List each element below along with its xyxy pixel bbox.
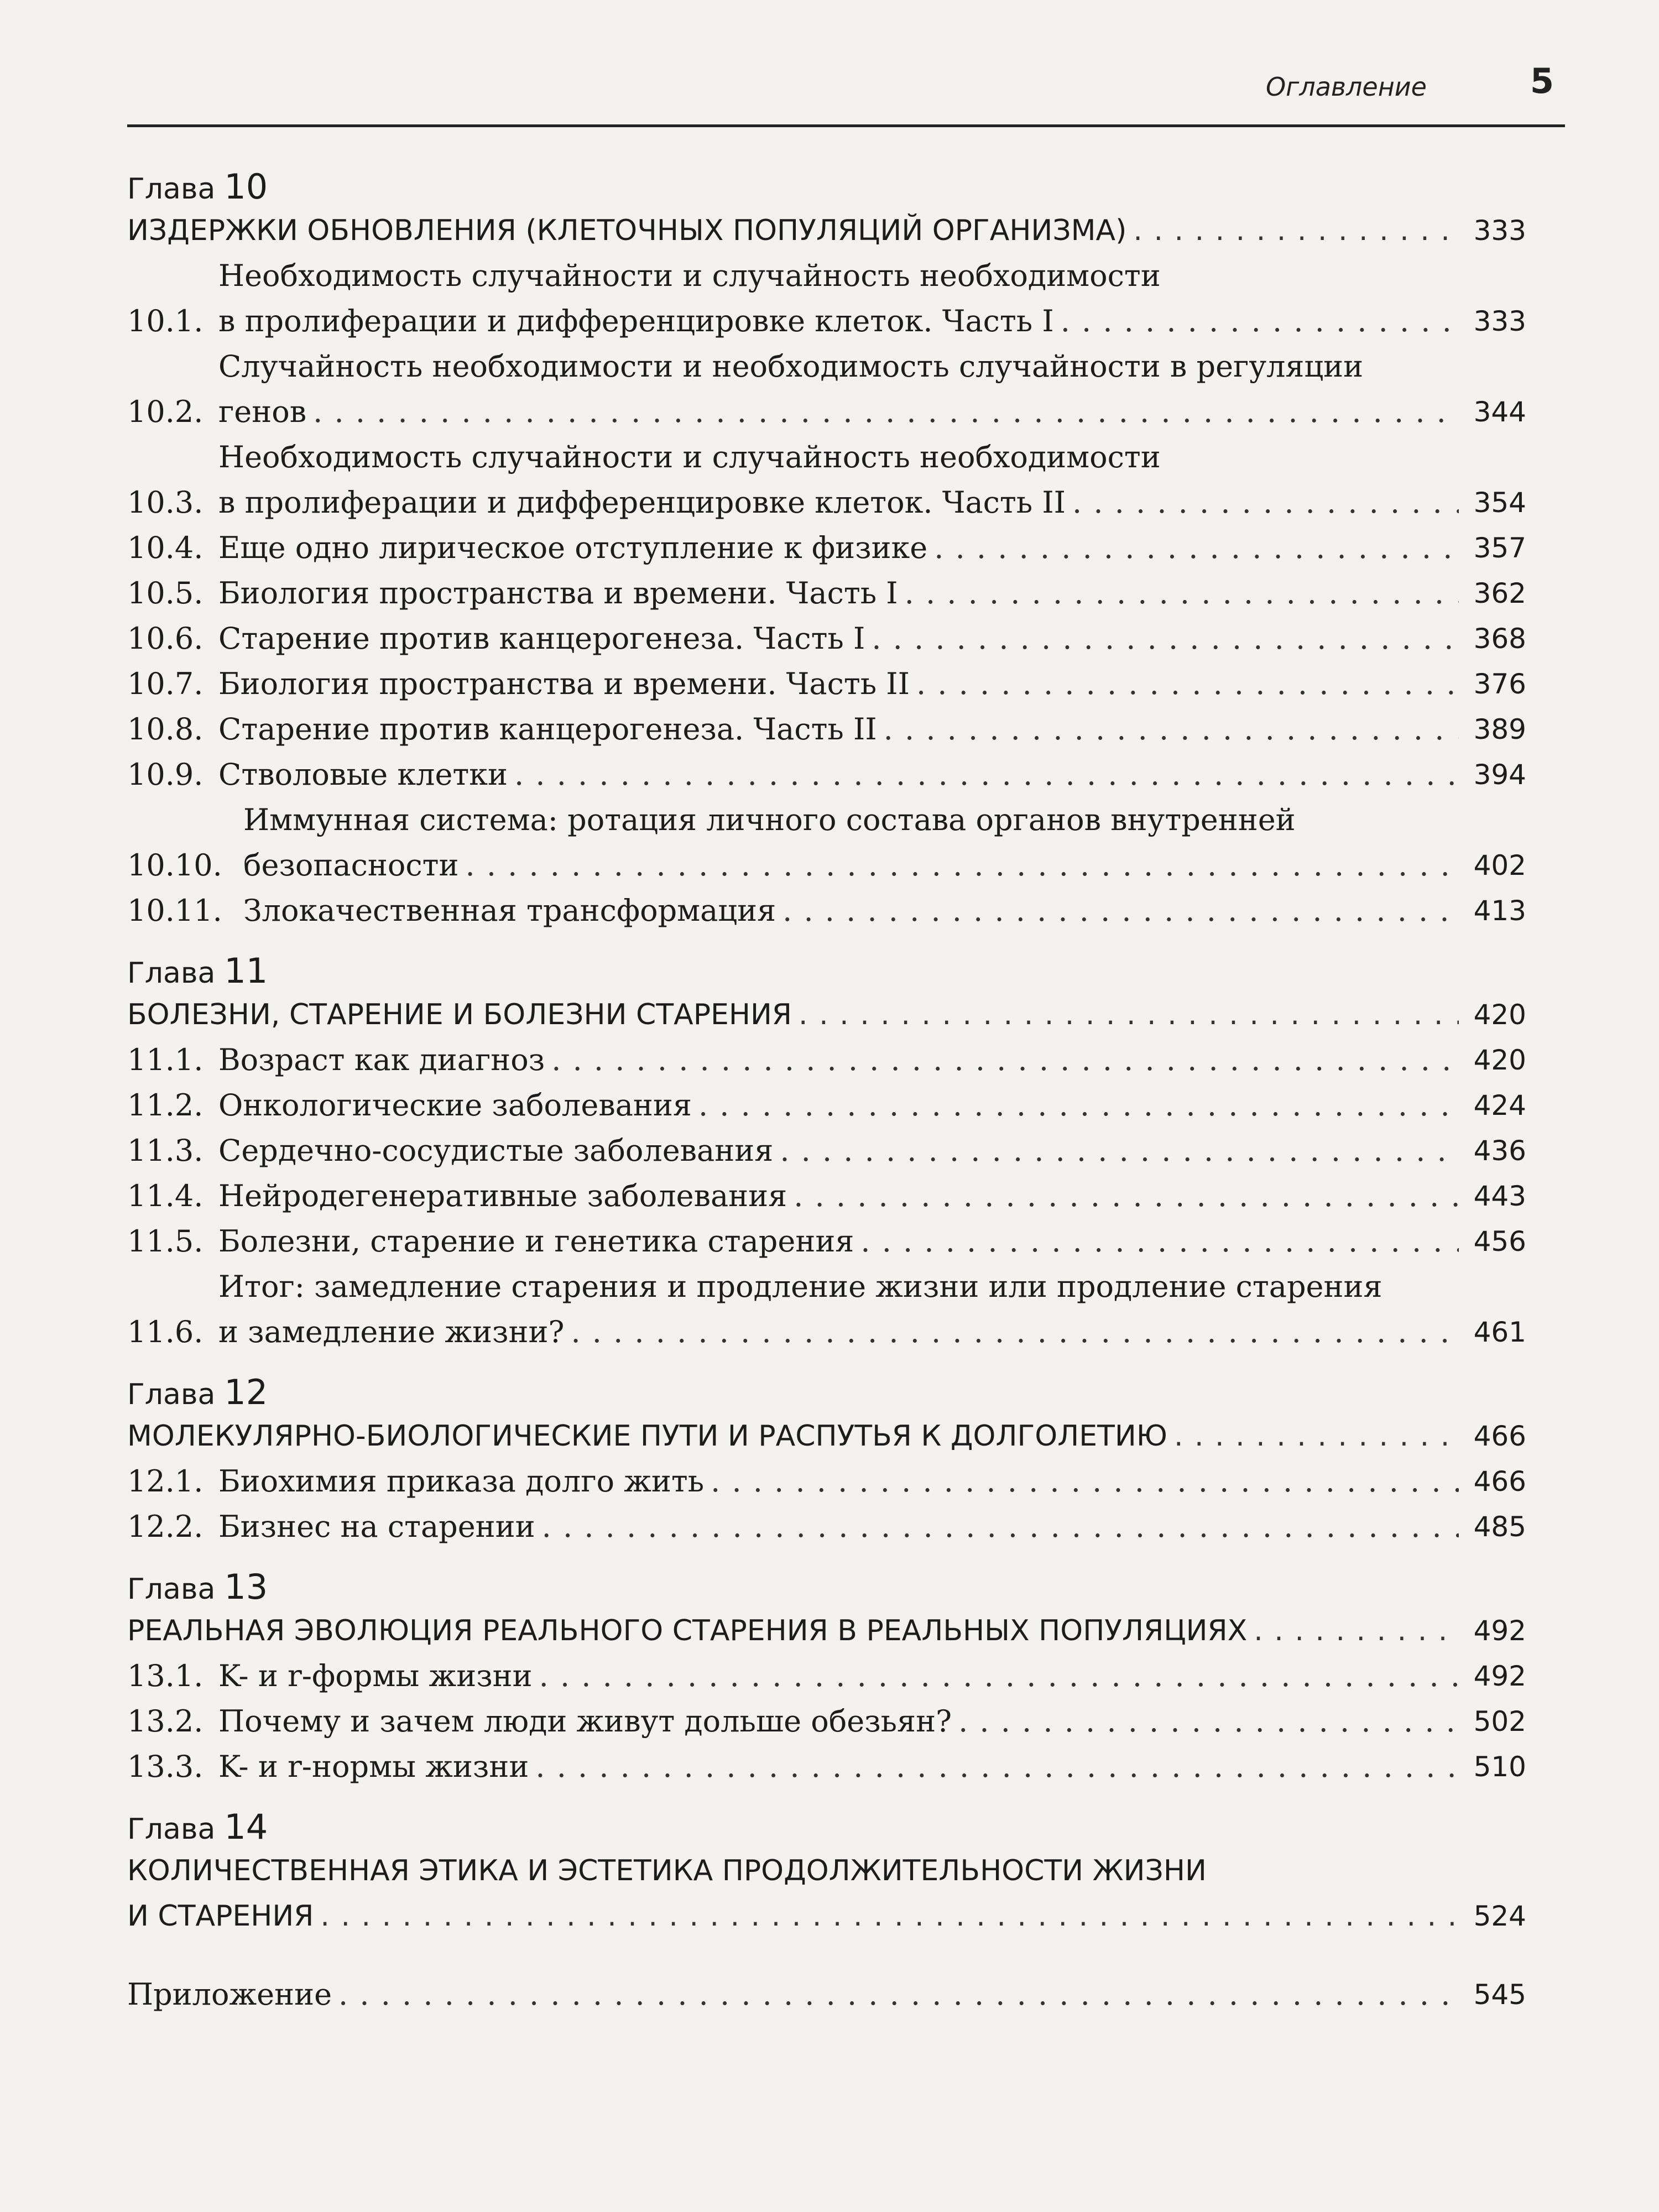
entry-page: 420 (1473, 1044, 1526, 1076)
entry-last-row (218, 1653, 1465, 1699)
toc-section-entry[interactable] (127, 1264, 1526, 1355)
entry-title: K- и r-нормы жизни (218, 1749, 529, 1784)
entry-last-row (218, 480, 1465, 525)
entry-title-line: Необходимость случайности и случайность необходимости (218, 440, 1161, 474)
toc-section-entry[interactable] (127, 707, 1526, 752)
entry-title: Бизнес на старении (218, 1509, 535, 1544)
entry-title: в пролиферации и дифференцировке клеток. Часть II (218, 485, 1066, 520)
dot-leader (1254, 1608, 1459, 1653)
chapter-number: 13 (224, 1567, 268, 1607)
entry-last-row (218, 1037, 1465, 1083)
entry-text (127, 208, 1465, 253)
entry-last-row (218, 299, 1465, 344)
entry-text (243, 797, 1465, 888)
entry-page: 402 (1473, 849, 1526, 881)
chapter-title-entry[interactable] (127, 1848, 1526, 1939)
dot-leader (934, 525, 1459, 571)
section-number: 10.1. (127, 304, 204, 338)
entry-page: 545 (1473, 1979, 1526, 2011)
entry-title: Старение против канцерогенеза. Часть II (218, 712, 877, 747)
section-number: 10.5. (127, 576, 204, 611)
dot-leader (514, 752, 1459, 797)
section-number: 11.5. (127, 1224, 204, 1259)
entry-page: 344 (1473, 396, 1526, 428)
entry-last-row (127, 1893, 1465, 1939)
chapter-word: Глава (127, 1573, 216, 1606)
toc-section-entry[interactable] (127, 888, 1526, 933)
entry-text (218, 525, 1465, 571)
dot-leader (535, 1744, 1459, 1790)
entry-last-row (218, 1310, 1465, 1355)
section-number: 10.11. (127, 893, 222, 928)
entry-last-row (127, 208, 1465, 253)
dot-leader (539, 1653, 1459, 1699)
entry-title: И СТАРЕНИЯ (127, 1900, 314, 1933)
page-number: 5 (1530, 61, 1554, 101)
dot-leader (338, 1972, 1459, 2017)
entry-title: и замедление жизни? (218, 1314, 565, 1349)
dot-leader (1072, 480, 1459, 525)
entry-text (127, 1972, 1465, 2017)
entry-title: Еще одно лирическое отступление к физике (218, 530, 928, 565)
chapter-word: Глава (127, 1378, 216, 1411)
chapter-title-entry[interactable] (127, 992, 1526, 1037)
dot-leader (916, 661, 1459, 707)
entry-last-row (218, 1504, 1465, 1550)
entry-last-row (218, 752, 1465, 797)
chapter-label (127, 166, 1526, 208)
entry-title: K- и r-формы жизни (218, 1658, 533, 1693)
dot-leader (465, 843, 1459, 888)
entry-title: Старение против канцерогенеза. Часть I (218, 621, 865, 656)
section-number: 10.9. (127, 757, 204, 792)
entry-text (243, 888, 1465, 933)
chapter-number: 14 (224, 1807, 268, 1847)
entry-page: 362 (1473, 577, 1526, 609)
entry-title: Сердечно-сосудистые заболевания (218, 1133, 774, 1168)
toc-section-entry[interactable] (127, 1504, 1526, 1550)
entry-last-row (218, 616, 1465, 661)
entry-page: 389 (1473, 713, 1526, 745)
chapter-label (127, 1566, 1526, 1608)
section-number: 11.1. (127, 1042, 204, 1077)
entry-page: 420 (1473, 999, 1526, 1031)
entry-title: Почему и зачем люди живут дольше обезьян? (218, 1704, 952, 1739)
entry-text (127, 1608, 1465, 1653)
entry-title-line: Итог: замедление старения и продление жизни или продление старения (218, 1269, 1383, 1304)
entry-text (127, 1848, 1465, 1939)
chapter-label (127, 950, 1526, 992)
entry-page: 333 (1473, 305, 1526, 337)
chapter-title-entry[interactable] (127, 208, 1526, 253)
entry-page: 502 (1473, 1705, 1526, 1738)
section-number: 13.1. (127, 1658, 204, 1693)
section-number: 13.3. (127, 1749, 204, 1784)
entry-title: Приложение (127, 1977, 332, 2012)
entry-text (127, 1413, 1465, 1459)
dot-leader (794, 1173, 1459, 1219)
entry-page: 492 (1473, 1660, 1526, 1692)
dot-leader (571, 1310, 1459, 1355)
entry-title: Биохимия приказа долго жить (218, 1464, 705, 1499)
entry-title-line: КОЛИЧЕСТВЕННАЯ ЭТИКА И ЭСТЕТИКА ПРОДОЛЖИТЕЛЬНОСТИ ЖИЗНИ (127, 1854, 1207, 1887)
entry-title-line: Иммунная система: ротация личного состава органов внутренней (243, 802, 1296, 837)
dot-leader (1061, 299, 1459, 344)
entry-text (218, 1128, 1465, 1173)
chapter-number: 11 (224, 951, 268, 991)
section-number: 11.4. (127, 1178, 204, 1213)
running-header-title: Оглавление (1265, 72, 1427, 102)
toc-section-entry[interactable] (127, 1128, 1526, 1173)
chapter-title-entry[interactable] (127, 1413, 1526, 1459)
entry-text (218, 1037, 1465, 1083)
section-number: 12.1. (127, 1464, 204, 1499)
entry-page: 485 (1473, 1511, 1526, 1543)
entry-text (218, 752, 1465, 797)
entry-last-row (218, 571, 1465, 616)
entry-page: 443 (1473, 1180, 1526, 1212)
entry-text (218, 1264, 1465, 1355)
entry-title: Онкологические заболевания (218, 1088, 692, 1123)
entry-title: генов (218, 394, 307, 429)
dot-leader (782, 888, 1459, 933)
toc-section-entry[interactable] (127, 571, 1526, 616)
toc-section-entry[interactable] (127, 1744, 1526, 1790)
entry-last-row (218, 1173, 1465, 1219)
entry-page: 354 (1473, 487, 1526, 519)
entry-page: 466 (1473, 1465, 1526, 1498)
entry-last-row (127, 1413, 1465, 1459)
toc-section-entry[interactable] (127, 661, 1526, 707)
entry-title: в пролиферации и дифференцировке клеток. Часть I (218, 304, 1054, 338)
entry-text (218, 616, 1465, 661)
entry-text (218, 707, 1465, 752)
dot-leader (884, 707, 1459, 752)
chapter-title-entry[interactable] (127, 1608, 1526, 1653)
toc-section-entry[interactable] (127, 752, 1526, 797)
entry-page: 424 (1473, 1089, 1526, 1121)
entry-page: 436 (1473, 1135, 1526, 1167)
entry-title: Биология пространства и времени. Часть II (218, 666, 910, 701)
dot-leader (313, 389, 1459, 435)
section-number: 10.6. (127, 621, 204, 656)
entry-last-row (218, 1128, 1465, 1173)
toc-section-entry[interactable] (127, 1699, 1526, 1744)
entry-title: Болезни, старение и генетика старения (218, 1224, 854, 1259)
section-number: 10.3. (127, 485, 204, 520)
entry-last-row (218, 389, 1465, 435)
chapter-word: Глава (127, 1813, 216, 1846)
entry-text (218, 435, 1465, 525)
toc-section-entry[interactable] (127, 253, 1526, 344)
entry-title: Нейродегенеративные заболевания (218, 1178, 787, 1213)
entry-last-row (218, 1083, 1465, 1128)
section-number: 10.7. (127, 666, 204, 701)
toc-section-entry[interactable] (127, 1037, 1526, 1083)
toc-section-entry[interactable] (127, 616, 1526, 661)
entry-title: безопасности (243, 848, 459, 883)
entry-page: 524 (1473, 1900, 1526, 1932)
toc-section-entry[interactable] (127, 1083, 1526, 1128)
chapter-number: 12 (224, 1372, 268, 1412)
entry-title-line: Необходимость случайности и случайность необходимости (218, 258, 1161, 293)
entry-text (218, 661, 1465, 707)
entry-last-row (218, 707, 1465, 752)
toc-section-entry[interactable] (127, 797, 1526, 888)
entry-page: 357 (1473, 532, 1526, 564)
entry-text (218, 1504, 1465, 1550)
entry-text (218, 1744, 1465, 1790)
entry-last-row (127, 992, 1465, 1037)
entry-title: Биология пространства и времени. Часть I (218, 576, 898, 611)
entry-title: Стволовые клетки (218, 757, 508, 792)
entry-text (127, 992, 1465, 1037)
entry-text (218, 1173, 1465, 1219)
chapter-number: 10 (224, 166, 268, 207)
entry-text (218, 1083, 1465, 1128)
section-number: 11.2. (127, 1088, 204, 1123)
dot-leader (711, 1459, 1459, 1504)
chapter-label (127, 1806, 1526, 1848)
entry-title: Злокачественная трансформация (243, 893, 776, 928)
section-number: 11.6. (127, 1314, 204, 1349)
section-number: 10.8. (127, 712, 204, 747)
entry-page: 376 (1473, 668, 1526, 700)
entry-last-row (218, 661, 1465, 707)
dot-leader (698, 1083, 1459, 1128)
entry-last-row (218, 525, 1465, 571)
section-number: 12.2. (127, 1509, 204, 1544)
entry-last-row (243, 843, 1465, 888)
section-number: 11.3. (127, 1133, 204, 1168)
toc-section-entry[interactable] (127, 344, 1526, 435)
entry-text (218, 344, 1465, 435)
entry-title: МОЛЕКУЛЯРНО-БИОЛОГИЧЕСКИЕ ПУТИ И РАСПУТЬЯ К ДОЛГОЛЕТИЮ (127, 1420, 1167, 1453)
entry-text (218, 1459, 1465, 1504)
entry-last-row (218, 1459, 1465, 1504)
entry-title: БОЛЕЗНИ, СТАРЕНИЕ И БОЛЕЗНИ СТАРЕНИЯ (127, 998, 792, 1031)
dot-leader (320, 1893, 1459, 1939)
entry-last-row (218, 1219, 1465, 1264)
toc-section-entry[interactable] (127, 1459, 1526, 1504)
entry-last-row (218, 1744, 1465, 1790)
toc-section-entry[interactable] (127, 1219, 1526, 1264)
dot-leader (860, 1219, 1459, 1264)
section-number: 13.2. (127, 1704, 204, 1739)
entry-page: 394 (1473, 759, 1526, 791)
entry-title: РЕАЛЬНАЯ ЭВОЛЮЦИЯ РЕАЛЬНОГО СТАРЕНИЯ В РЕАЛЬНЫХ ПОПУЛЯЦИЯХ (127, 1614, 1248, 1647)
entry-page: 413 (1473, 895, 1526, 927)
dot-leader (1174, 1413, 1459, 1459)
entry-page: 456 (1473, 1225, 1526, 1258)
toc-section-entry[interactable] (127, 1173, 1526, 1219)
entry-text (218, 253, 1465, 344)
entry-last-row (127, 1608, 1465, 1653)
table-of-contents (127, 166, 1526, 2017)
entry-title-line: Случайность необходимости и необходимость случайности в регуляции (218, 349, 1364, 384)
section-number: 10.4. (127, 530, 204, 565)
toc-section-entry[interactable] (127, 525, 1526, 571)
dot-leader (799, 992, 1459, 1037)
dot-leader (872, 616, 1459, 661)
dot-leader (1133, 208, 1459, 253)
entry-page: 510 (1473, 1751, 1526, 1783)
section-number: 10.2. (127, 394, 204, 429)
entry-text (218, 1699, 1465, 1744)
spacer (127, 1939, 1526, 1972)
entry-last-row (243, 888, 1465, 933)
entry-title: Возраст как диагноз (218, 1042, 545, 1077)
dot-leader (780, 1128, 1459, 1173)
section-number: 10.10. (127, 848, 222, 883)
chapter-label (127, 1371, 1526, 1413)
entry-last-row (218, 1699, 1465, 1744)
entry-text (218, 571, 1465, 616)
entry-page: 368 (1473, 623, 1526, 655)
entry-text (218, 1653, 1465, 1699)
entry-last-row (127, 1972, 1465, 2017)
dot-leader (958, 1699, 1459, 1744)
toc-section-entry[interactable] (127, 1653, 1526, 1699)
entry-page: 333 (1473, 215, 1526, 247)
entry-text (218, 1219, 1465, 1264)
entry-page: 492 (1473, 1615, 1526, 1647)
dot-leader (905, 571, 1459, 616)
dot-leader (551, 1037, 1459, 1083)
chapter-word: Глава (127, 957, 216, 990)
entry-page: 461 (1473, 1316, 1526, 1348)
entry-page: 466 (1473, 1420, 1526, 1452)
dot-leader (542, 1504, 1459, 1550)
toc-section-entry[interactable] (127, 435, 1526, 525)
entry-title: ИЗДЕРЖКИ ОБНОВЛЕНИЯ (КЛЕТОЧНЫХ ПОПУЛЯЦИЙ ОРГАНИЗМА) (127, 214, 1127, 247)
page-header (127, 61, 1565, 127)
chapter-word: Глава (127, 173, 216, 206)
appendix-entry[interactable] (127, 1972, 1526, 2017)
